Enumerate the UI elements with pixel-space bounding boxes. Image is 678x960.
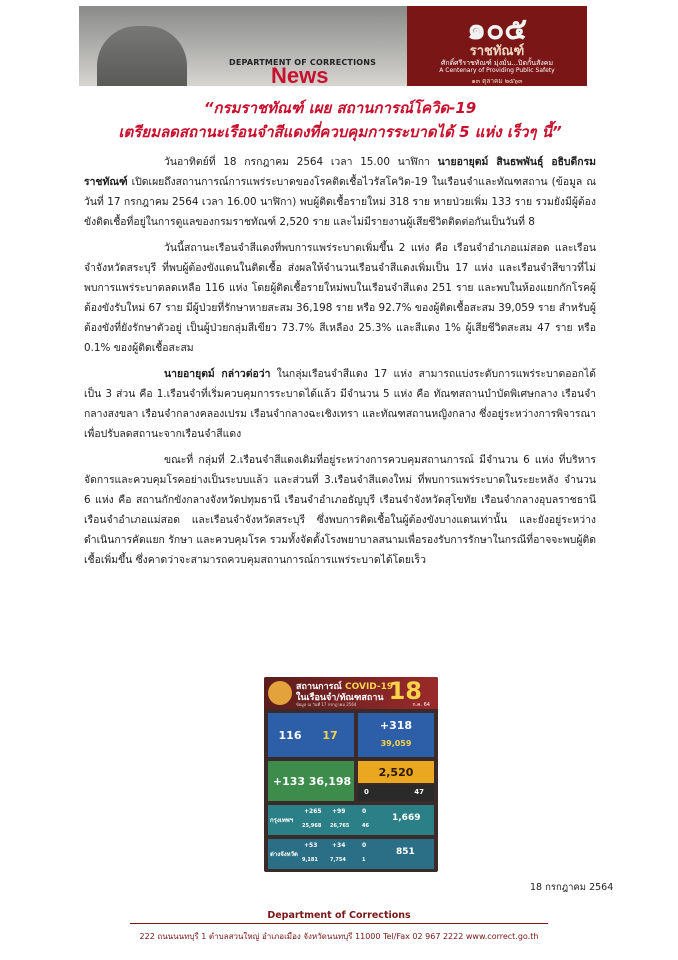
p1-rest: เปิดเผยถึงสถานการณ์การแพร่ระบาดของโรคติดเชื้อไวรัสโควิด-19 ในเรือนจำและทัณฑสถาน (ข้อมูล ณ วันที่ 17 กรกฎาคม 2564 เวลา 16.00 นาฬิกา) พบผู้ติดเชื้อรายใหม่ 318 ราย หายป่วยเพิ่ม 133 ราย รวมยังมีผู้ต้องขังติดเชื้อที่อยู่ในการดูแลของกรมราชทัณฑ์ 2,520 ราย และไม่มีรายงานผู้เสียชีวิตติดต่อกันเป็นวันที่ 8 (84, 176, 596, 228)
paragraph-1 (84, 152, 596, 232)
footer-title: Department of Corrections (267, 910, 411, 921)
footer-address: 222 ถนนนนทบุรี 1 ตำบลสวนใหญ่ อำเภอเมือง จังหวัดนนทบุรี 11000 Tel/Fax 02 967 2222 www.correct.go.th (139, 932, 539, 941)
bangkok-total: 25,968 (302, 823, 322, 829)
anniversary-century: A Centenary of Providing Public Safety (439, 67, 555, 74)
deaths-panel (358, 785, 434, 801)
deaths-today: 0 (364, 788, 369, 796)
anniversary-date: ๑๓ ตุลาคม ๒๕๖๓ (471, 77, 523, 85)
covid-infographic (264, 677, 438, 872)
banner-photo-panel (79, 6, 407, 86)
deaths-total: 47 (414, 788, 424, 796)
p1-name: นายอายุตม์ สินธพพันธุ์ อธิบดีกรมราชทัณฑ์ (84, 156, 597, 188)
banner-department: DEPARTMENT OF CORRECTIONS (229, 58, 377, 67)
recovered-panel (268, 761, 354, 801)
anniversary-brand: ราชทัณฑ์ (469, 44, 525, 59)
province-recovered-total: 7,754 (330, 857, 346, 863)
p3-lead: นายอายุตม์ กล่าวต่อว่า (164, 368, 271, 380)
province-label: ต่างจังหวัด (270, 851, 298, 858)
province-active: 851 (396, 847, 415, 857)
province-deaths: 0 (362, 842, 367, 849)
bangkok-label: กรุงเทพฯ (270, 817, 294, 824)
infographic-title-1a: สถานการณ์ (296, 682, 345, 692)
total-cases: 39,059 (380, 739, 412, 748)
bangkok-row (268, 805, 434, 835)
banner-news-word: News (271, 63, 329, 86)
active-cases: 2,520 (378, 766, 414, 779)
article-body (84, 152, 596, 576)
paragraph-2: วันนี้สถานะเรือนจำสีแดงที่พบการแพร่ระบาดเพิ่มขึ้น 2 แห่ง คือ เรือนจำอำเภอแม่สอด และเรือนจำจังหวัดสระบุรี ที่พบผู้ต้องขังแดนในติดเชื้อ ส่งผลให้จำนวนเรือนจำสีแดงเพิ่มเป็น 17 แห่ง และเรือนจำสีขาวที่ไม่พบการแพร่ระบาดลดเหลือ 116 แห่ง โดยผู้ติดเชื้อรายใหม่พบในเรือนจำสีแดง 251 ราย และพบในห้องแยกกักโรคผู้ต้องขังรับใหม่ 67 ราย มีผู้ป่วยที่รักษาหายสะสม 36,198 ราย หรือ 92.7% ของผู้ติดเชื้อสะสม 39,059 ราย สำหรับผู้ต้องขังที่ยังรักษาตัวอยู่ เป็นผู้ป่วยกลุ่มสีเขียว 73.7% สีเหลือง 25.3% และสีแดง 1% ผู้เสียชีวิตสะสม 47 ราย หรือ 0.1% ของผู้ติดเชื้อสะสม (84, 242, 596, 354)
bangkok-new: +265 (304, 808, 322, 815)
province-recovered: +34 (332, 842, 346, 849)
new-cases-panel (358, 713, 434, 757)
release-date: 18 กรกฎาคม 2564 (530, 882, 614, 893)
footer-divider (130, 923, 548, 924)
province-new: +53 (304, 842, 318, 849)
province-row (268, 839, 434, 869)
anniversary-number: ๑๐๕ (466, 12, 528, 47)
bangkok-deaths-total: 46 (362, 823, 369, 829)
infographic-title-2: ในเรือนจำ/ทัณฑสถาน (296, 693, 384, 703)
p3-rest: ในกลุ่มเรือนจำสีแดง 17 แห่ง สามารถแบ่งระดับการแพร่ระบาดออกได้เป็น 3 ส่วน คือ 1.เรือนจำที่เริ่มควบคุมการระบาดได้แล้ว มีจำนวน 5 แห่ง คือ ทัณฑสถานบำบัดพิเศษกลาง เรือนจำกลางสงขลา เรือนจำกลางคลองเปรม เรือนจำกลางฉะเชิงเทรา และทัณฑสถานหญิงกลาง ซึ่งอยู่ระหว่างการพิจารณาเพื่อปรับลดสถานะจากเรือนจำสีแดง (84, 368, 596, 440)
infographic-title-1b: COVID-19 (344, 682, 394, 692)
seal-icon (268, 681, 292, 705)
recovered-new: +133 (272, 775, 306, 788)
banner-photo-image (97, 26, 187, 86)
infographic-day: 18 (388, 677, 422, 705)
p1-lead: วันอาทิตย์ที่ 18 กรกฎาคม 2564 เวลา 15.00 นาฬิกา (164, 156, 438, 168)
bangkok-active: 1,669 (392, 813, 421, 823)
prison-count-panel (268, 713, 354, 757)
new-cases: +318 (379, 719, 413, 732)
headline (60, 96, 620, 144)
active-panel (358, 761, 434, 783)
bangkok-recovered: +99 (332, 808, 346, 815)
bangkok-recovered-total: 26,765 (330, 823, 350, 829)
infographic-subtitle: ข้อมูล ณ วันที่ 17 กรกฎาคม 2564 (296, 702, 357, 707)
infographic-header (264, 677, 438, 709)
anniversary-logo (407, 6, 587, 86)
recovered-total: 36,198 (308, 775, 352, 788)
paragraph-4: ขณะที่ กลุ่มที่ 2.เรือนจำสีแดงเดิมที่อยู่ระหว่างการควบคุมสถานการณ์ มีจำนวน 6 แห่ง ที่บริหารจัดการและควบคุมโรคอย่างเป็นระบบแล้ว และส่วนที่ 3.เรือนจำสีแดงใหม่ ที่พบการแพร่ระบาดในระยะหลัง จำนวน 6 แห่ง คือ สถานกักขังกลางจังหวัดปทุมธานี เรือนจำอำเภอธัญบุรี เรือนจำจังหวัดสุโขทัย เรือนจำกลางอุบลราชธานี เรือนจำอำเภอแม่สอด และเรือนจำจังหวัดสระบุรี ซึ่งพบการติดเชื้อในผู้ต้องขังบางแดนเท่านั้น และยังอยู่ระหว่างดำเนินการคัดแยก รักษา และควบคุมโรค รวมทั้งจัดตั้งโรงพยาบาลสนามเพื่อรองรับการรักษาในกรณีที่อาจจะพบผู้ติดเชื้อเพิ่มขึ้น ซึ่งคาดว่าจะสามารถควบคุมสถานการณ์การแพร่ระบาดได้โดยเร็ว (84, 454, 596, 566)
headline-line-1: “กรมราชทัณฑ์ เผย สถานการณ์โควิด-19 (203, 99, 477, 117)
province-deaths-total: 1 (362, 857, 366, 863)
white-prison-count: 116 (278, 729, 302, 742)
infographic-month: ก.ค. 64 (412, 702, 430, 708)
news-banner (79, 6, 587, 86)
headline-line-2: เตรียมลดสถานะเรือนจำสีแดงที่ควบคุมการระบาดได้ 5 แห่ง เร็วๆ นี้” (118, 123, 562, 141)
red-prison-count: 17 (322, 729, 338, 742)
paragraph-3 (84, 364, 596, 444)
province-total: 9,181 (302, 857, 318, 863)
bangkok-deaths: 0 (362, 808, 367, 815)
anniversary-slogan: ศักดิ์ศรีราชทัณฑ์ มุ่งมั่น...ปิดกั้นสังคม (440, 59, 554, 67)
